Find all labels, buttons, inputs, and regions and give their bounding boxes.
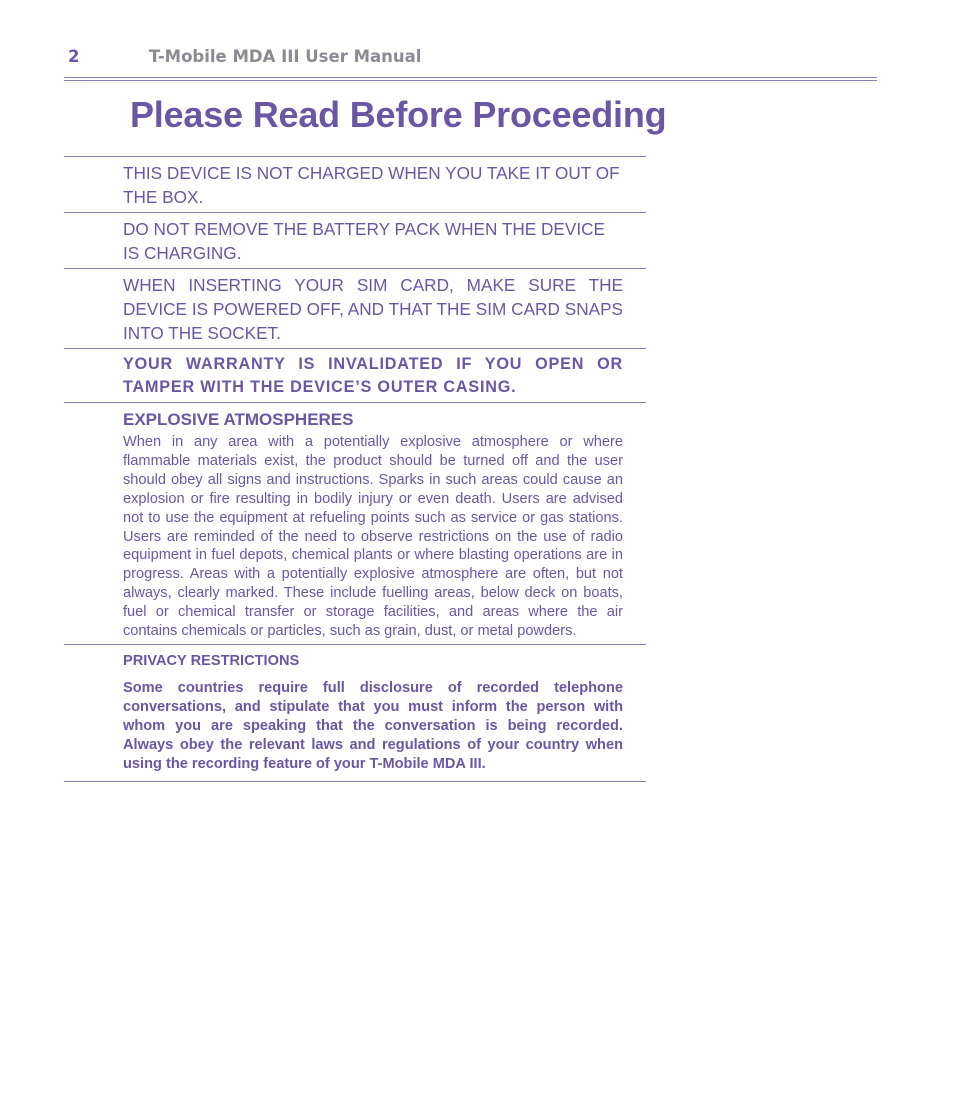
- explosive-body: When in any area with a potentially explosive atmosphere or where flammable materials exist, the product should be turned off and the user should obey all signs and instructions. Sparks in such areas could cause an explosion or fire resulting in bodily injury or even death. Users are advised not to use the equipment at refueling points such as service or gas stations. Users are reminded of the need to observe restrictions on the use of radio equipment in fuel depots, chemical plants or where blasting operations are in progress. Areas with a potentially explosive atmosphere are often, but not always, clearly marked. These include fuelling areas, below deck on boats, fuel or chemical transfer or storage facilities, and areas where the air contains chemicals or particles, such as grain, dust, or metal powders.: [123, 434, 623, 640]
- notice-warranty: [64, 348, 646, 402]
- page-number: 2: [68, 47, 80, 66]
- section-explosive-atmospheres: [64, 402, 646, 644]
- notice-not-charged: [64, 156, 646, 212]
- page-title: Please Read Before Proceeding: [130, 94, 667, 135]
- notice-warranty-text: YOUR WARRANTY IS INVALIDATED IF YOU OPEN OR TAMPER WITH THE DEVICE’S OUTER CASING.: [123, 355, 623, 396]
- privacy-body: Some countries require full disclosure of recorded telephone conversations, and stipulate that you must inform the person with whom you are speaking that the conversation is being recorded. Always obey the relevant laws and regulations of your country when using the recording feature of your T-Mobile MDA III.: [123, 679, 623, 773]
- privacy-heading: PRIVACY RESTRICTIONS: [123, 652, 300, 669]
- notice-list: [64, 156, 646, 782]
- manual-title: T-Mobile MDA III User Manual: [149, 47, 422, 66]
- notice-battery: [64, 212, 646, 268]
- notice-sim-card-text: WHEN INSERTING YOUR SIM CARD, MAKE SURE THE DEVICE IS POWERED OFF, AND THAT THE SIM CARD SNAPS INTO THE SOCKET.: [123, 275, 623, 343]
- notice-battery-text: DO NOT REMOVE THE BATTERY PACK WHEN THE DEVICE IS CHARGING.: [123, 219, 605, 263]
- notice-not-charged-text: THIS DEVICE IS NOT CHARGED WHEN YOU TAKE IT OUT OF THE BOX.: [123, 163, 620, 207]
- notice-sim-card: [64, 268, 646, 348]
- section-privacy-restrictions: [64, 644, 646, 782]
- running-header: [68, 47, 878, 69]
- header-rule: [64, 77, 877, 81]
- explosive-heading: EXPLOSIVE ATMOSPHERES: [123, 410, 354, 429]
